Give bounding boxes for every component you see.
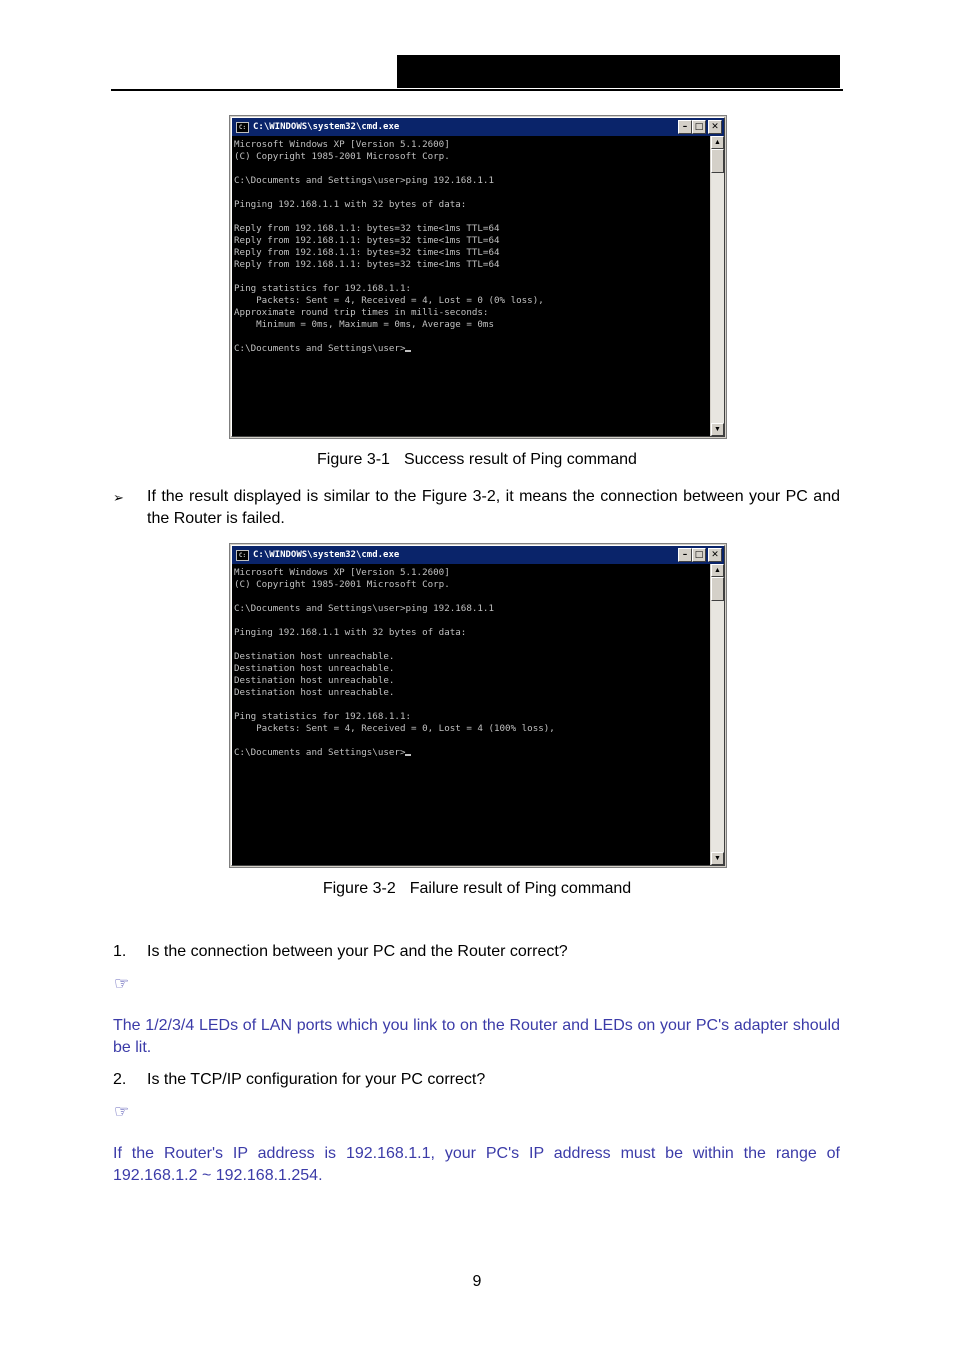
title-bar	[232, 546, 724, 564]
vertical-scrollbar[interactable]	[710, 136, 724, 436]
answer-text: The 1/2/3/4 LEDs of LAN ports which you link to on the Router and LEDs on your PC's adapter should be lit.	[113, 1017, 840, 1056]
figure-caption-1	[0, 451, 954, 469]
pointing-hand-icon: ☞	[114, 974, 130, 993]
minimize-button[interactable]: –	[678, 548, 692, 562]
scroll-thumb[interactable]	[711, 577, 724, 601]
cmd-window-failure	[229, 543, 727, 868]
question-number: 2.	[113, 1071, 127, 1088]
scroll-down-icon[interactable]: ▼	[711, 423, 724, 436]
cmd-icon: C:	[236, 122, 249, 133]
close-button[interactable]: ✕	[708, 120, 722, 134]
cmd-icon: C:	[236, 550, 249, 561]
cmd-window-success	[229, 115, 727, 439]
bullet-arrow-icon: ➢	[113, 490, 124, 505]
page-number: 9	[472, 1273, 482, 1290]
window-title: C:\WINDOWS\system32\cmd.exe	[253, 550, 400, 560]
window-title: C:\WINDOWS\system32\cmd.exe	[253, 122, 400, 132]
caption-number: Figure 3-2	[322, 880, 396, 897]
scroll-up-icon[interactable]: ▲	[711, 564, 724, 577]
caption-number: Figure 3-1	[317, 451, 390, 468]
answer-text: If the Router's IP address is 192.168.1.1, your PC's IP address must be within the range of 192.168.1.2 ~ 192.168.1.254.	[113, 1145, 840, 1184]
question-text: Is the connection between your PC and the Router correct?	[147, 943, 568, 960]
scroll-up-icon[interactable]: ▲	[711, 136, 724, 149]
header-rule	[111, 89, 843, 91]
question-number: 1.	[113, 943, 127, 960]
caption-text: Failure result of Ping command	[409, 880, 632, 897]
bullet-paragraph: If the result displayed is similar to the Figure 3-2, it means the connection between your PC and the Router is failed.	[147, 488, 840, 527]
scroll-down-icon[interactable]: ▼	[711, 852, 724, 865]
console-output: Microsoft Windows XP [Version 5.1.2600] (C) Copyright 1985-2001 Microsoft Corp. C:\Documents and Settings\user>ping 192.168.1.1 Pinging 192.168.1.1 with 32 bytes of data: Reply from 192.168.1.1: bytes=32 time<1ms TTL=64 Reply from 192.168.1.1: bytes=32 time<1ms TTL=64 Reply from 192.168.1.1: bytes=32 time<1ms TTL=64 Reply from 192.168.1.1: bytes=32 time<1ms TTL=64 Ping statistics for 192.168.1.1: Packets: Sent = 4, Received = 4, Lost = 0 (0% loss), Approximate round trip times in milli-seconds: Minimum = 0ms, Maximum = 0ms, Average = 0ms C:\Documents and Settings\user>	[234, 139, 544, 354]
console-area[interactable]	[232, 564, 724, 865]
figure-caption-2	[0, 880, 954, 898]
minimize-button[interactable]: –	[678, 120, 692, 134]
caption-text: Success result of Ping command	[403, 451, 637, 468]
question-text: Is the TCP/IP configuration for your PC correct?	[147, 1071, 486, 1088]
header-bar	[397, 55, 840, 88]
maximize-button[interactable]: □	[692, 548, 706, 562]
vertical-scrollbar[interactable]	[710, 564, 724, 865]
maximize-button[interactable]: □	[692, 120, 706, 134]
title-bar	[232, 118, 724, 136]
cursor	[405, 350, 411, 352]
close-button[interactable]: ✕	[708, 548, 722, 562]
cursor	[405, 754, 411, 756]
scroll-thumb[interactable]	[711, 149, 724, 173]
console-output: Microsoft Windows XP [Version 5.1.2600] (C) Copyright 1985-2001 Microsoft Corp. C:\Documents and Settings\user>ping 192.168.1.1 Pinging 192.168.1.1 with 32 bytes of data: Destination host unreachable. Destination host unreachable. Destination host unreachable. Destination host unreachable. Ping statistics for 192.168.1.1: Packets: Sent = 4, Received = 0, Lost = 4 (100% loss), C:\Documents and Settings\user>	[234, 567, 555, 758]
console-area[interactable]	[232, 136, 724, 436]
pointing-hand-icon: ☞	[114, 1102, 130, 1121]
